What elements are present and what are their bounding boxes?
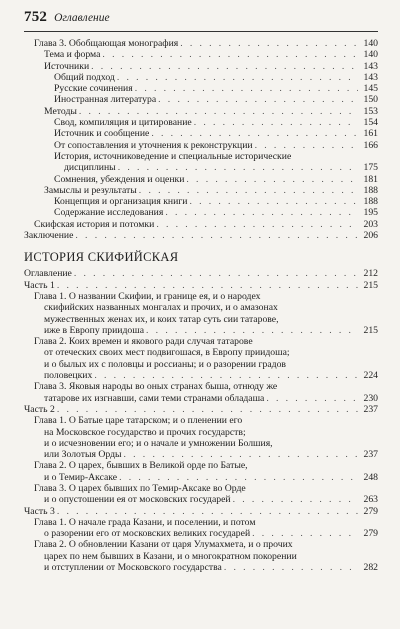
toc-entry-title: половецких [44, 370, 93, 382]
toc-page-number: 215 [363, 279, 378, 291]
toc-page-number: 150 [363, 94, 378, 106]
toc-page-number: 279 [363, 505, 378, 517]
dot-leader [194, 117, 358, 128]
toc-page-number: 263 [363, 494, 378, 506]
toc-page-number: 140 [363, 38, 378, 49]
toc-entry[interactable] [24, 49, 378, 60]
toc-entry-title: татарове их изгнавши, сами теми странами обладаша [44, 392, 265, 404]
toc-page-number: 224 [363, 370, 378, 382]
toc-entry[interactable] [24, 151, 378, 174]
header-rule [24, 31, 378, 32]
toc-page-number: 154 [363, 117, 378, 129]
toc-entry[interactable] [24, 94, 378, 105]
dot-leader [135, 83, 358, 94]
dot-leader [156, 219, 358, 230]
dot-leader [75, 230, 358, 241]
dot-leader [57, 404, 358, 415]
toc-entry-title: Замыслы и результаты [44, 184, 137, 196]
dot-leader [118, 162, 358, 173]
toc-entry-title: Часть 1 [24, 279, 55, 291]
toc-entry[interactable] [24, 38, 378, 49]
toc-entry-title: Концепция и организация книги [54, 196, 188, 208]
toc-page-number: 206 [363, 230, 378, 242]
toc-entry[interactable] [24, 268, 378, 279]
dot-leader [151, 128, 358, 139]
toc-entry-title: Глава 1. О названии Скифии, и границе ея, и о народех [34, 290, 261, 302]
toc-entry-title: Методы [44, 105, 77, 117]
toc-page-number: 203 [363, 218, 378, 230]
toc-page-number: 188 [363, 196, 378, 208]
toc-entry-title: иже в Европу приидоша [44, 324, 145, 336]
toc-entry-title: и отступлении от Московского государства [44, 562, 222, 574]
toc-page-number: 248 [363, 471, 378, 483]
dot-leader [91, 61, 358, 72]
toc-page-number: 181 [363, 173, 378, 185]
toc-entry-title: Глава 2. О обновлении Казани от царя Улумахмета, и о прочих [34, 539, 293, 551]
toc-entry-title: Глава 1. О начале града Казани, и поселении, и потом [34, 516, 256, 528]
toc-entry[interactable] [24, 219, 378, 230]
dot-leader [186, 174, 358, 185]
toc-entry-title: и о опустошении ея от московских государей [44, 494, 231, 506]
toc-entry[interactable] [24, 539, 378, 573]
toc-entry-title: Глава 3. О царех бывших по Темир-Аксаке во Орде [34, 482, 246, 494]
toc-page-number: 237 [363, 403, 378, 415]
toc-page-number: 175 [363, 162, 378, 174]
dot-leader [224, 562, 358, 573]
toc-entry-title: От сопоставления и уточнения к реконструкции [54, 139, 253, 151]
toc-entry-title: и о Темир-Аксаке [44, 471, 118, 483]
dot-leader [189, 196, 358, 207]
dot-leader [79, 106, 358, 117]
toc-entry-title: История, источниковедение и специальные исторические [54, 150, 292, 162]
dot-leader [94, 370, 358, 381]
toc-entry[interactable] [24, 483, 378, 506]
toc-page-number: 153 [363, 105, 378, 117]
toc-entry-title: Свод, компиляция и цитирование [54, 117, 192, 129]
toc-entry-title: дисциплины [64, 162, 116, 174]
dot-leader [117, 72, 358, 83]
toc-entry[interactable] [24, 207, 378, 218]
toc-entry[interactable] [24, 460, 378, 483]
toc-page-number: 161 [363, 128, 378, 140]
dot-leader [139, 185, 358, 196]
section-title: ИСТОРИЯ СКИФИЙСКАЯ [24, 250, 179, 265]
toc-entry-title: Глава 1. О Батые царе татарском; и о пленении его [34, 415, 243, 427]
toc-entry-title: мужественных женах их, и коих татар суть сии татарове, [44, 313, 279, 325]
toc-entry-title: и о исчезновении его; и о начале и умножении Болшия, [44, 437, 273, 449]
dot-leader [102, 49, 358, 60]
table-of-contents [24, 38, 378, 573]
toc-entry-title: Часть 3 [24, 505, 55, 517]
dot-leader [158, 94, 358, 105]
toc-entry[interactable] [24, 230, 378, 241]
toc-block-history [24, 268, 378, 573]
toc-entry-title: Глава 3. Яковыя народы во оных странах быша, отнюду же [34, 381, 278, 393]
dot-leader [255, 140, 358, 151]
toc-entry-title: на Московское государство и прочих государств; [44, 426, 246, 438]
toc-page-number: 166 [363, 139, 378, 151]
toc-entry[interactable] [24, 128, 378, 139]
toc-entry-title: Тема и форма [44, 49, 101, 61]
toc-entry[interactable] [24, 117, 378, 128]
page-number: 752 [24, 9, 48, 25]
toc-entry-title: скифийских названных монгалах и прочих, и о амазонах [44, 302, 278, 314]
toc-entry[interactable] [24, 61, 378, 72]
toc-entry-title: царех по нем бывших в Казани, и о многократном покорении [44, 550, 297, 562]
dot-leader [74, 268, 358, 279]
toc-entry-title: или Золотыя Орды [44, 449, 122, 461]
dot-leader [165, 207, 358, 218]
toc-entry-title: Часть 2 [24, 403, 55, 415]
toc-entry-title: Сомнения, убеждения и оценки [54, 173, 185, 185]
toc-block-monograph [24, 38, 378, 241]
toc-entry[interactable] [24, 196, 378, 207]
toc-entry-title: Оглавление [24, 268, 72, 280]
toc-entry[interactable] [24, 381, 378, 404]
toc-entry-title: Общий подход [54, 71, 115, 83]
dot-leader [233, 494, 358, 505]
toc-entry[interactable] [24, 185, 378, 196]
toc-entry[interactable] [24, 336, 378, 381]
dot-leader [57, 280, 358, 291]
toc-entry[interactable] [24, 140, 378, 151]
toc-entry-title: от отеческих своих мест подвигошася, в Европу приидоша; [44, 347, 290, 359]
toc-entry[interactable] [24, 517, 378, 540]
toc-entry[interactable] [24, 72, 378, 83]
running-head: Оглавление [54, 12, 110, 24]
toc-entry-title: Заключение [24, 230, 74, 242]
toc-entry[interactable] [24, 83, 378, 94]
toc-page-number: 215 [363, 324, 378, 336]
toc-page-number: 143 [363, 60, 378, 72]
dot-leader [180, 38, 358, 49]
toc-entry-title: Глава 2. Коих времен и якового ради случая татарове [34, 336, 253, 348]
dot-leader [124, 449, 358, 460]
toc-entry-title: Глава 2. О царех, бывших в Великой орде по Батые, [34, 460, 248, 472]
toc-entry[interactable] [24, 404, 378, 415]
toc-page-number: 212 [363, 268, 378, 280]
toc-page-number: 279 [363, 528, 378, 540]
toc-entry[interactable] [24, 415, 378, 460]
toc-entry[interactable] [24, 106, 378, 117]
toc-entry-title: о разорении его от московских великих государей [44, 528, 251, 540]
toc-entry-title: Содержание исследования [54, 207, 164, 219]
toc-entry[interactable] [24, 291, 378, 336]
toc-page-number: 195 [363, 207, 378, 219]
toc-page-number: 282 [363, 562, 378, 574]
dot-leader [146, 325, 358, 336]
toc-entry-title: Иностранная литература [54, 94, 157, 106]
toc-entry-title: Скифская история и потомки [34, 218, 155, 230]
toc-entry-title: Источник и сообщение [54, 128, 150, 140]
dot-leader [57, 506, 358, 517]
toc-entry-title: и о былых их с половцы и россианы; и о разорении градов [44, 358, 286, 370]
toc-entry[interactable] [24, 506, 378, 517]
toc-entry-title: Русские сочинения [54, 83, 133, 95]
toc-entry[interactable] [24, 280, 378, 291]
toc-entry-title: Источники [44, 60, 90, 72]
toc-page-number: 188 [363, 184, 378, 196]
toc-page-number: 140 [363, 49, 378, 61]
dot-leader [252, 528, 358, 539]
toc-entry[interactable] [24, 174, 378, 185]
toc-page-number: 145 [363, 83, 378, 95]
page-header [24, 9, 110, 29]
dot-leader [266, 393, 358, 404]
toc-page-number: 237 [363, 449, 378, 461]
toc-page-number: 143 [363, 71, 378, 83]
toc-entry-title: Глава 3. Обобщающая монография [34, 38, 179, 49]
dot-leader [119, 472, 358, 483]
toc-page-number: 230 [363, 392, 378, 404]
